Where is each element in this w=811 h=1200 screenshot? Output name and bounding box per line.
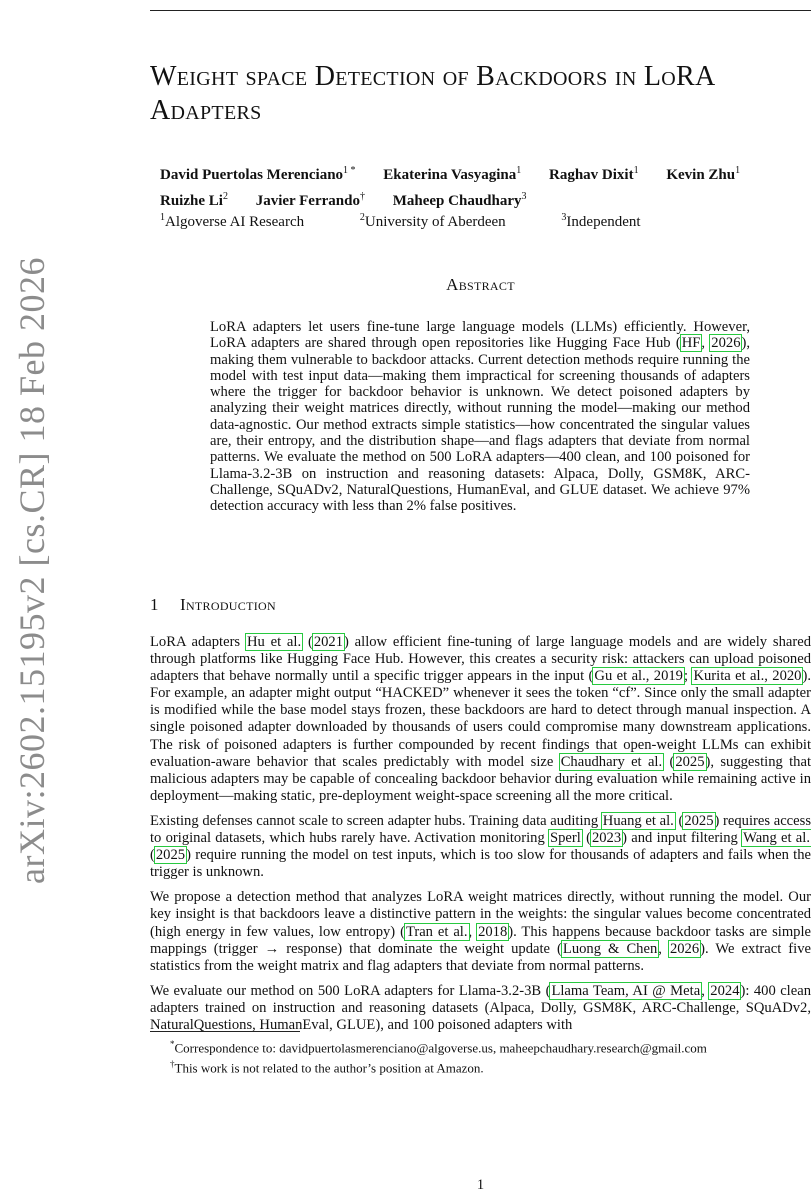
citation-link[interactable]: Sperl [550,830,581,847]
affiliation: $^1$Algoverse AI Research [160,212,305,230]
citation-link[interactable]: 2025 [675,753,705,770]
top-rule [150,10,811,11]
introduction-body [150,634,811,1042]
footnote: *Correspondence to: davidpuertolasmerenciano@algoverse.us, maheepchaudhary.research@gmail.com [170,1039,707,1056]
footnotes [170,1036,800,1077]
citation-link[interactable]: Gu et al., 2019 [594,668,683,685]
citation-link[interactable]: Kurita et al., 2020 [693,668,802,685]
paragraph: LoRA adapters Hu et al. (2021) allow efficient fine-tuning of large language models and are widely shared through platforms like Hugging Face Hub. However, this creates a security risk: attackers can upload poisoned adapters that behave normally until a specific trigger appears in the input (Gu et al., 2019; Kurita et al., 2020). For example, an adapter might output “HACKED” whenever it sees the token “cf”. Since only the small adapter is modified while the base model stays frozen, these backdoors are hard to detect through manual inspection. A single poisoned adapter downloaded by thousands of users could compromise many downstream applications. The risk of poisoned adapters is further compounded by recent findings that open-weight LLMs can exhibit evaluation-aware behavior that scales predictably with model size Chaudhary et al. (2025), suggesting that malicious adapters may be capable of concealing backdoor behavior during evaluation while remaining active in deployment—making static, pre-deployment weight-space screening all the more critical. [150,634,811,804]
citation-link[interactable]: 2018 [478,923,508,940]
citation-link[interactable]: 2026 [711,335,741,352]
abstract-heading: Abstract [446,275,515,294]
section-heading [150,595,276,615]
author: David Puertolas Merenciano$^{1 *}$ [160,165,356,183]
footnote: †This work is not related to the author’s position at Amazon. [170,1059,484,1076]
author: Javier Ferrando† [255,191,365,209]
citation-link[interactable]: Hu et al. [246,634,302,650]
section-title: Introduction [180,595,276,614]
footnote-rule [150,1031,300,1032]
paragraph: We propose a detection method that analyzes LoRA weight matrices directly, without running the model. Our key insight is that backdoors leave a distinctive pattern in the weights: the singular values become concentrated (high energy in few values, low entropy) (Tran et al., 2018). This happens because backdoor tasks are simple mappings (trigger → response) that dominate the weight update (Luong & Chen, 2026). We extract five statistics from the weight matrix and flag adapters that deviate from normal patterns. [150,889,811,974]
paragraph: Existing defenses cannot scale to screen adapter hubs. Training data auditing Huang et al. (2025) requires access to original datasets, which hubs rarely have. Activation monitoring Sperl (2023) and input filtering Wang et al. (2025) require running the model on test inputs, which is too slow for thousands of adapters and fails when the trigger is unknown. [150,812,811,881]
author: Raghav Dixit$^1$ [549,165,639,183]
citation-link[interactable]: Huang et al. [602,812,674,829]
citation-link[interactable]: Tran et al. [405,923,468,940]
citation-link[interactable]: HF [681,335,701,352]
affiliation: $^2$University of Aberdeen [359,212,506,230]
citation-link[interactable]: 2021 [313,634,343,650]
author: Maheep Chaudhary$^3$ [392,191,527,209]
citation-link[interactable]: 2025 [155,847,186,864]
author-list [160,160,800,212]
citation-link[interactable]: Luong & Chen [562,940,658,957]
citation-link[interactable]: Llama Team, AI @ Meta [551,982,701,999]
citation-link[interactable]: 2024 [710,982,740,999]
citation-link[interactable]: 2023 [591,830,622,847]
section-number: 1 [150,595,159,614]
paragraph: We evaluate our method on 500 LoRA adapters for Llama-3.2-3B (Llama Team, AI @ Meta, 2024): 400 clean adapters trained on instruction and reasoning datasets (Alpaca, Dolly, GSM8K, ARC-Challenge, SQuADv2, NaturalQuestions, HumanEval, GLUE), and 100 poisoned adapters with [150,982,811,1033]
page-number: 1 [476,1177,485,1193]
author: Kevin Zhu$^1$ [666,165,741,183]
citation-link[interactable]: Wang et al. [743,830,810,847]
author: Ruizhe Li$^2$ [160,191,228,209]
affiliation: $^3$Independent [561,212,641,230]
author: Ekaterina Vasyagina$^1$ [383,165,522,183]
citation-link[interactable]: 2026 [669,940,700,957]
affiliation-list [160,208,800,232]
arxiv-side-stamp: arXiv:2602.15195v2 [cs.CR] 18 Feb 2026 [12,257,52,884]
citation-link[interactable]: 2025 [684,812,714,829]
paper-title: Weight space Detection of Backdoors in LoRA Adapters [150,61,714,126]
abstract-text: LoRA adapters let users fine-tune large language models (LLMs) efficiently. However, LoRA adapters are shared through open repositories like Hugging Face Hub (HF, 2026), making them vulnerable to backdoor attacks. Current detection methods require running the model with test input data—making them impractical for screening thousands of adapters where the trigger for backdoor behavior is unknown. We detect poisoned adapters by analyzing their weight matrices directly, without running the model—making our method data-agnostic. Our method extracts simple statistics—how concentrated the singular values are, their entropy, and the distribution shape—and flags adapters that deviate from normal patterns. We evaluate the method on 500 LoRA adapters—400 clean, and 100 poisoned for Llama-3.2-3B on instruction and reasoning datasets: Alpaca, Dolly, GSM8K, ARC-Challenge, SQuADv2, NaturalQuestions, HumanEval, and GLUE dataset. We achieve 97% detection accuracy with less than 2% false positives. [210,319,750,515]
citation-link[interactable]: Chaudhary et al. [560,753,663,770]
